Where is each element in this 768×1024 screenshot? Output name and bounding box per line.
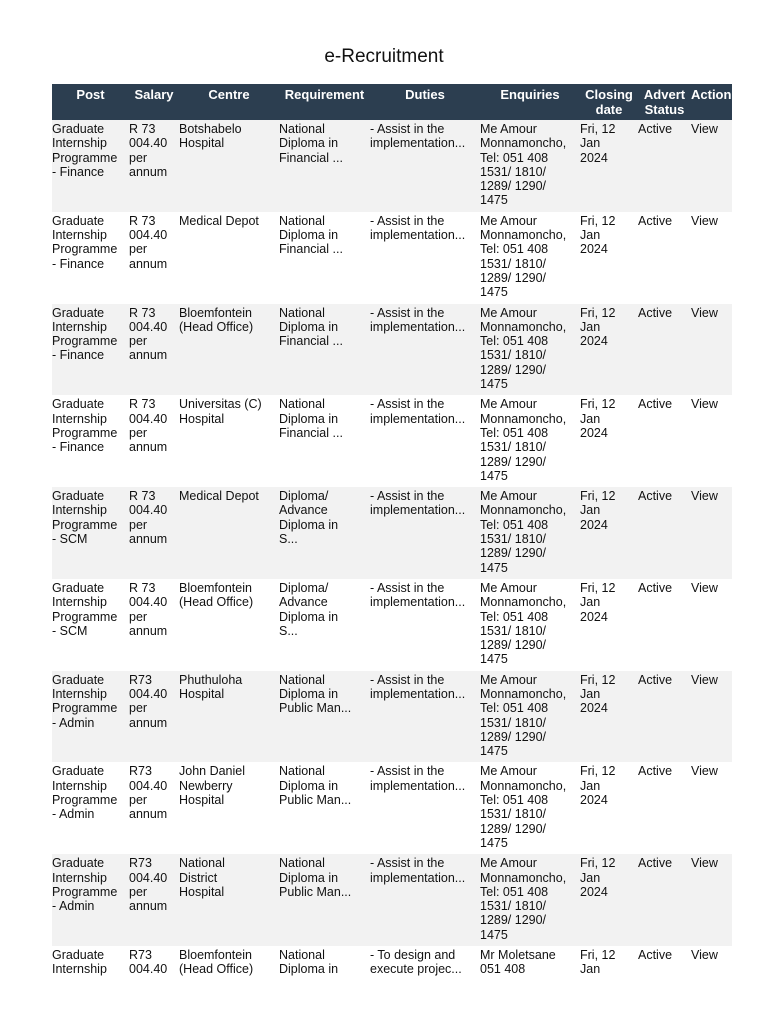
cell-advert-status: Active [638, 948, 673, 963]
cell-salary [129, 671, 179, 763]
cell-post [52, 395, 129, 487]
cell-duties [370, 579, 480, 671]
cell-salary: R 73 004.40 per annum [129, 397, 168, 455]
cell-salary: R 73 004.40 per annum [129, 305, 168, 363]
cell-closing-date [580, 579, 638, 671]
cell-centre: John Daniel Newberry Hospital [179, 764, 246, 808]
cell-advert-status: Active [638, 489, 673, 504]
view-link[interactable]: View [691, 489, 718, 504]
page-title: e-Recruitment [324, 46, 444, 67]
cell-advert-status: Active [638, 580, 673, 595]
cell-centre: Phuthuloha Hospital [179, 672, 243, 701]
view-link[interactable]: View [691, 305, 718, 320]
cell-requirement: National Diploma in [279, 948, 339, 977]
cell-centre [179, 762, 279, 854]
cell-enquiries: Me Amour Monnamoncho, Tel: 051 408 1531/ 1810/ 1289/ 1290/ 1475 [480, 122, 567, 208]
header-requirement: Requirement [279, 84, 370, 120]
recruitment-table [52, 84, 732, 1024]
cell-duties: - Assist in the implementation... [370, 489, 466, 518]
cell-duties [370, 487, 480, 579]
cell-requirement [279, 487, 370, 579]
cell-advert-status [638, 579, 691, 671]
cell-centre [179, 120, 279, 212]
cell-centre: Botshabelo Hospital [179, 122, 242, 151]
cell-advert-status: Active [638, 305, 673, 320]
view-link[interactable]: View [691, 948, 718, 963]
cell-closing-date: Fri, 12 Jan 2024 [580, 672, 616, 716]
cell-advert-status [638, 671, 691, 763]
cell-duties [370, 212, 480, 304]
cell-post [52, 304, 129, 396]
cell-post: Graduate Internship Programme - Admin [52, 856, 118, 914]
cell-advert-status [638, 395, 691, 487]
cell-salary: R73 004.40 per annum [129, 856, 168, 914]
cell-requirement: Diploma/ Advance Diploma in S... [279, 580, 339, 638]
cell-salary [129, 854, 179, 946]
cell-centre [179, 946, 279, 1024]
cell-enquiries [480, 946, 580, 1024]
cell-salary [129, 487, 179, 579]
cell-closing-date: Fri, 12 Jan 2024 [580, 213, 616, 257]
cell-advert-status: Active [638, 672, 673, 687]
table-row [52, 946, 732, 1024]
cell-salary [129, 946, 179, 1024]
cell-requirement [279, 671, 370, 763]
cell-action [691, 304, 732, 396]
cell-post: Graduate Internship Programme - Finance [52, 397, 118, 455]
cell-advert-status [638, 487, 691, 579]
cell-post [52, 487, 129, 579]
cell-centre: Bloemfontein (Head Office) [179, 580, 254, 610]
cell-closing-date [580, 212, 638, 304]
view-link[interactable]: View [691, 764, 718, 779]
cell-enquiries [480, 212, 580, 304]
cell-duties [370, 946, 480, 1024]
cell-action [691, 854, 732, 946]
cell-requirement [279, 395, 370, 487]
cell-salary: R73 004.40 per annum [129, 764, 168, 822]
header-centre: Centre [179, 84, 279, 120]
cell-action [691, 487, 732, 579]
cell-advert-status: Active [638, 397, 673, 412]
table-row [52, 395, 732, 487]
cell-enquiries: Me Amour Monnamoncho, Tel: 051 408 1531/ 1810/ 1289/ 1290/ 1475 [480, 305, 567, 392]
cell-closing-date [580, 946, 638, 1024]
cell-requirement [279, 854, 370, 946]
cell-enquiries [480, 120, 580, 212]
cell-advert-status [638, 120, 691, 212]
cell-centre [179, 395, 279, 487]
cell-enquiries [480, 304, 580, 396]
cell-post: Graduate Internship Programme - Finance [52, 122, 118, 179]
cell-requirement: National Diploma in Public Man... [279, 764, 352, 808]
table-header-row [52, 84, 732, 120]
cell-action [691, 212, 732, 304]
table-row [52, 762, 732, 854]
cell-salary: R73 004.40 [129, 948, 168, 977]
cell-centre [179, 579, 279, 671]
view-link[interactable]: View [691, 213, 718, 228]
cell-enquiries: Mr Moletsane 051 408 [480, 948, 556, 977]
cell-duties: - Assist in the implementation... [370, 580, 466, 610]
cell-action [691, 762, 732, 854]
cell-enquiries [480, 671, 580, 763]
cell-closing-date: Fri, 12 Jan 2024 [580, 764, 616, 808]
table-row [52, 854, 732, 946]
cell-post [52, 579, 129, 671]
cell-closing-date: Fri, 12 Jan 2024 [580, 856, 616, 899]
cell-enquiries [480, 579, 580, 671]
cell-centre: Medical Depot [179, 213, 259, 228]
cell-salary: R 73 004.40 per annum [129, 122, 168, 179]
table-row [52, 120, 732, 212]
header-salary: Salary [129, 84, 179, 120]
cell-salary [129, 304, 179, 396]
cell-duties: - Assist in the implementation... [370, 397, 466, 426]
cell-advert-status [638, 854, 691, 946]
cell-advert-status [638, 212, 691, 304]
cell-post: Graduate Internship Programme - SCM [52, 580, 118, 638]
cell-requirement: National Diploma in Public Man... [279, 856, 352, 899]
cell-enquiries: Me Amour Monnamoncho, Tel: 051 408 1531/ 1810/ 1289/ 1290/ 1475 [480, 213, 567, 300]
recruitment-table-container [52, 84, 732, 1024]
cell-closing-date [580, 395, 638, 487]
cell-centre [179, 487, 279, 579]
cell-post [52, 120, 129, 212]
cell-centre: Bloemfontein (Head Office) [179, 948, 254, 977]
view-link[interactable]: View [691, 672, 718, 687]
cell-duties [370, 671, 480, 763]
cell-centre [179, 671, 279, 763]
cell-enquiries: Me Amour Monnamoncho, Tel: 051 408 1531/ 1810/ 1289/ 1290/ 1475 [480, 672, 567, 759]
cell-enquiries: Me Amour Monnamoncho, Tel: 051 408 1531/ 1810/ 1289/ 1290/ 1475 [480, 489, 567, 575]
cell-action [691, 395, 732, 487]
cell-advert-status: Active [638, 856, 673, 871]
cell-duties: - Assist in the implementation... [370, 764, 466, 793]
cell-closing-date: Fri, 12 Jan [580, 948, 616, 977]
cell-enquiries: Me Amour Monnamoncho, Tel: 051 408 1531/ 1810/ 1289/ 1290/ 1475 [480, 397, 567, 483]
cell-action [691, 671, 732, 763]
cell-requirement: National Diploma in Public Man... [279, 672, 352, 716]
cell-requirement: National Diploma in Financial ... [279, 122, 343, 165]
cell-closing-date: Fri, 12 Jan 2024 [580, 489, 616, 532]
cell-closing-date [580, 854, 638, 946]
cell-centre: National District Hospital [179, 856, 225, 899]
cell-closing-date [580, 762, 638, 854]
view-link[interactable]: View [691, 397, 718, 412]
cell-requirement [279, 120, 370, 212]
cell-post [52, 854, 129, 946]
cell-duties: - Assist in the implementation... [370, 856, 466, 885]
cell-post: Graduate Internship [52, 948, 107, 977]
cell-post [52, 946, 129, 1024]
cell-closing-date: Fri, 12 Jan 2024 [580, 305, 616, 349]
table-row [52, 304, 732, 396]
cell-post: Graduate Internship Programme - Finance [52, 213, 118, 271]
cell-requirement [279, 579, 370, 671]
cell-post: Graduate Internship Programme - SCM [52, 489, 118, 547]
cell-duties [370, 762, 480, 854]
cell-enquiries [480, 854, 580, 946]
cell-salary: R 73 004.40 per annum [129, 213, 168, 271]
cell-salary [129, 579, 179, 671]
cell-post: Graduate Internship Programme - Admin [52, 764, 118, 822]
cell-centre [179, 854, 279, 946]
table-row [52, 671, 732, 763]
header-advert-status: Advert Status [638, 84, 691, 120]
cell-duties: - Assist in the implementation... [370, 122, 466, 151]
cell-closing-date [580, 671, 638, 763]
cell-closing-date: Fri, 12 Jan 2024 [580, 122, 616, 165]
cell-salary: R 73 004.40 per annum [129, 489, 168, 547]
cell-centre [179, 212, 279, 304]
cell-requirement [279, 212, 370, 304]
cell-salary: R 73 004.40 per annum [129, 580, 168, 638]
cell-post [52, 762, 129, 854]
cell-centre [179, 304, 279, 396]
cell-enquiries [480, 762, 580, 854]
cell-duties: - Assist in the implementation... [370, 305, 466, 334]
cell-advert-status: Active [638, 213, 673, 228]
cell-advert-status: Active [638, 122, 673, 136]
cell-enquiries: Me Amour Monnamoncho, Tel: 051 408 1531/ 1810/ 1289/ 1290/ 1475 [480, 764, 567, 850]
cell-post: Graduate Internship Programme - Finance [52, 305, 118, 363]
cell-advert-status: Active [638, 764, 673, 779]
cell-enquiries [480, 395, 580, 487]
table-row [52, 212, 732, 304]
cell-salary [129, 212, 179, 304]
cell-post: Graduate Internship Programme - Admin [52, 672, 118, 730]
view-link[interactable]: View [691, 122, 718, 136]
cell-post [52, 671, 129, 763]
cell-salary [129, 120, 179, 212]
cell-enquiries: Me Amour Monnamoncho, Tel: 051 408 1531/ 1810/ 1289/ 1290/ 1475 [480, 580, 567, 667]
cell-salary: R73 004.40 per annum [129, 672, 168, 730]
cell-post [52, 212, 129, 304]
cell-requirement: National Diploma in Financial ... [279, 397, 343, 440]
cell-salary [129, 395, 179, 487]
cell-advert-status [638, 762, 691, 854]
header-duties: Duties [370, 84, 480, 120]
cell-centre: Universitas (C) Hospital [179, 397, 262, 426]
cell-requirement: National Diploma in Financial ... [279, 213, 343, 257]
cell-advert-status [638, 304, 691, 396]
cell-centre: Bloemfontein (Head Office) [179, 305, 254, 334]
cell-enquiries: Me Amour Monnamoncho, Tel: 051 408 1531/ 1810/ 1289/ 1290/ 1475 [480, 856, 567, 942]
cell-requirement [279, 304, 370, 396]
cell-duties: - Assist in the implementation... [370, 213, 466, 243]
header-post: Post [52, 84, 129, 120]
table-row [52, 487, 732, 579]
cell-duties [370, 395, 480, 487]
cell-requirement [279, 946, 370, 1024]
view-link[interactable]: View [691, 856, 718, 871]
cell-advert-status [638, 946, 691, 1024]
cell-duties [370, 854, 480, 946]
cell-enquiries [480, 487, 580, 579]
table-row [52, 579, 732, 671]
cell-closing-date [580, 120, 638, 212]
cell-action [691, 120, 732, 212]
cell-closing-date [580, 487, 638, 579]
header-closing-date: Closing date [580, 84, 638, 120]
cell-centre: Medical Depot [179, 489, 259, 504]
cell-duties: - Assist in the implementation... [370, 672, 466, 701]
cell-closing-date: Fri, 12 Jan 2024 [580, 397, 616, 440]
cell-salary [129, 762, 179, 854]
header-enquiries: Enquiries [480, 84, 580, 120]
cell-action [691, 579, 732, 671]
cell-action [691, 946, 732, 1024]
cell-requirement: Diploma/ Advance Diploma in S... [279, 489, 339, 547]
header-action: Action [691, 84, 732, 120]
cell-closing-date: Fri, 12 Jan 2024 [580, 580, 616, 624]
cell-requirement: National Diploma in Financial ... [279, 305, 343, 349]
cell-requirement [279, 762, 370, 854]
cell-duties [370, 120, 480, 212]
cell-duties [370, 304, 480, 396]
view-link[interactable]: View [691, 580, 718, 595]
cell-closing-date [580, 304, 638, 396]
cell-duties: - To design and execute projec... [370, 948, 462, 977]
